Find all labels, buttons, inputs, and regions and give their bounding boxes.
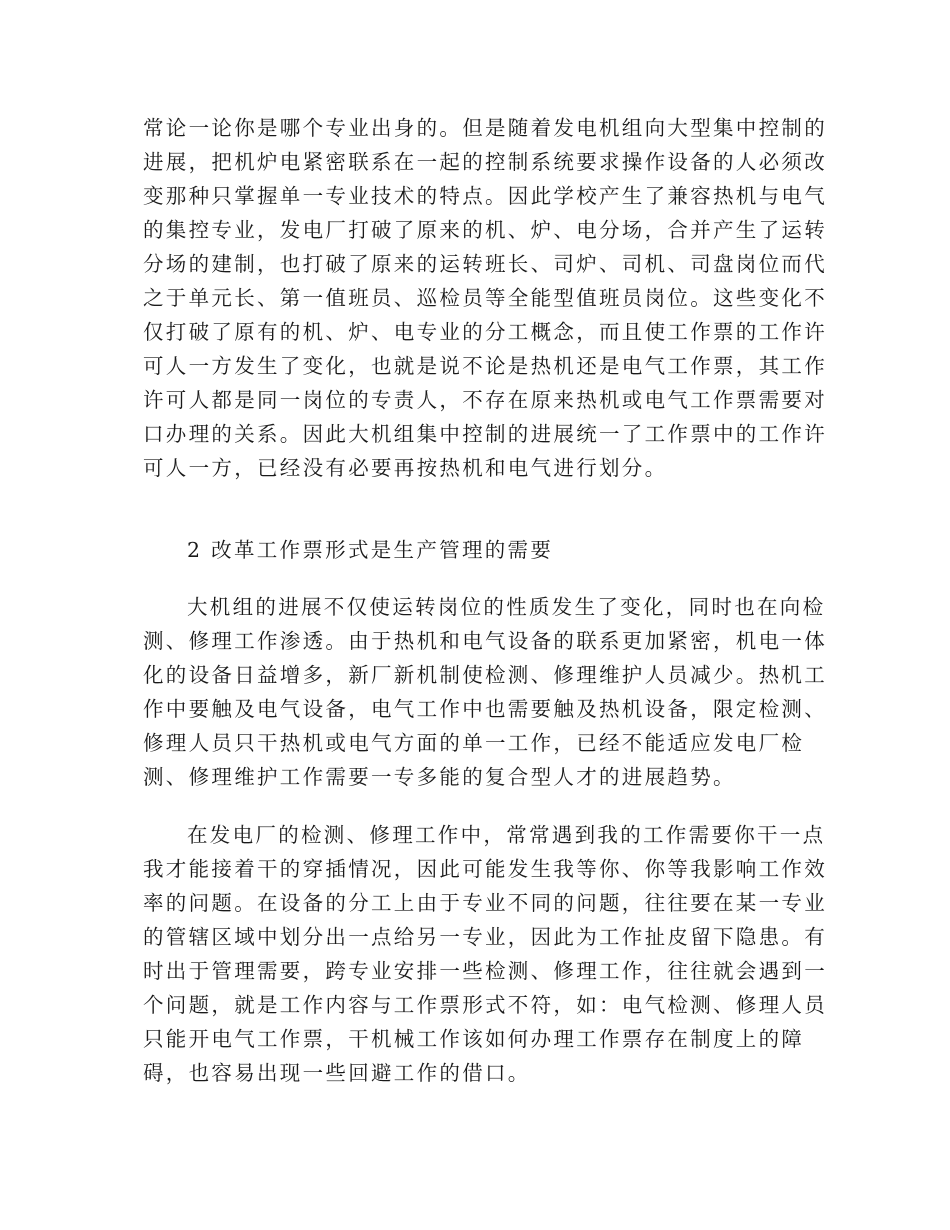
text-line: 口办理的关系。因此大机组集中控制的进展统一了工作票中的工作许 [143, 422, 827, 446]
text-line: 常论一论你是哪个专业出身的。但是随着发电机组向大型集中控制的 [143, 116, 827, 140]
section-heading [143, 533, 813, 567]
text-line: 率的问题。在设备的分工上由于专业不同的问题，往往要在某一专业 [143, 891, 827, 915]
paragraph-continuation [143, 111, 827, 485]
text-line: 进展，把机炉电紧密联系在一起的控制系统要求操作设备的人必须改 [143, 150, 827, 174]
heading-text: 2 改革工作票形式是生产管理的需要 [187, 538, 554, 562]
text-line: 大机组的进展不仅使运转岗位的性质发生了变化，同时也在向检 [187, 595, 826, 619]
text-line: 碍，也容易出现一些回避工作的借口。 [143, 1061, 531, 1085]
text-line: 只能开电气工作票，干机械工作该如何办理工作票存在制度上的障 [143, 1027, 805, 1051]
text-line: 化的设备日益增多，新厂新机制使检测、修理维护人员减少。热机工 [143, 663, 827, 687]
text-line: 之于单元长、第一值班员、巡检员等全能型值班员岗位。这些变化不 [143, 286, 827, 310]
paragraph [143, 818, 827, 1090]
text-line: 许可人都是同一岗位的专责人，不存在原来热机或电气工作票需要对 [143, 388, 827, 412]
text-line: 的集控专业，发电厂打破了原来的机、炉、电分场，合并产生了运转 [143, 218, 827, 242]
text-line: 测、修理工作渗透。由于热机和电气设备的联系更加紧密，机电一体 [143, 629, 827, 653]
text-line: 的管辖区域中划分出一点给另一专业，因此为工作扯皮留下隐患。有 [143, 925, 827, 949]
text-line: 分场的建制，也打破了原来的运转班长、司炉、司机、司盘岗位而代 [143, 252, 827, 276]
text-line: 变那种只掌握单一专业技术的特点。因此学校产生了兼容热机与电气 [143, 184, 827, 208]
text-line: 个问题，就是工作内容与工作票形式不符，如：电气检测、修理人员 [143, 993, 827, 1017]
text-line: 测、修理维护工作需要一专多能的复合型人才的进展趋势。 [143, 765, 736, 789]
text-line: 作中要触及电气设备，电气工作中也需要触及热机设备，限定检测、 [143, 697, 827, 721]
text-line: 可人一方，已经没有必要再按热机和电气进行划分。 [143, 456, 668, 480]
paragraph [143, 590, 827, 794]
text-line: 仅打破了原有的机、炉、电专业的分工概念，而且使工作票的工作许 [143, 320, 827, 344]
text-line: 我才能接着干的穿插情况，因此可能发生我等你、你等我影响工作效 [143, 857, 827, 881]
text-line: 在发电厂的检测、修理工作中，常常遇到我的工作需要你干一点 [187, 823, 826, 847]
text-line: 时出于管理需要，跨专业安排一些检测、修理工作，往往就会遇到一 [143, 959, 827, 983]
text-line: 可人一方发生了变化，也就是说不论是热机还是电气工作票，其工作 [143, 354, 827, 378]
text-line: 修理人员只干热机或电气方面的单一工作，已经不能适应发电厂检 [143, 731, 805, 755]
